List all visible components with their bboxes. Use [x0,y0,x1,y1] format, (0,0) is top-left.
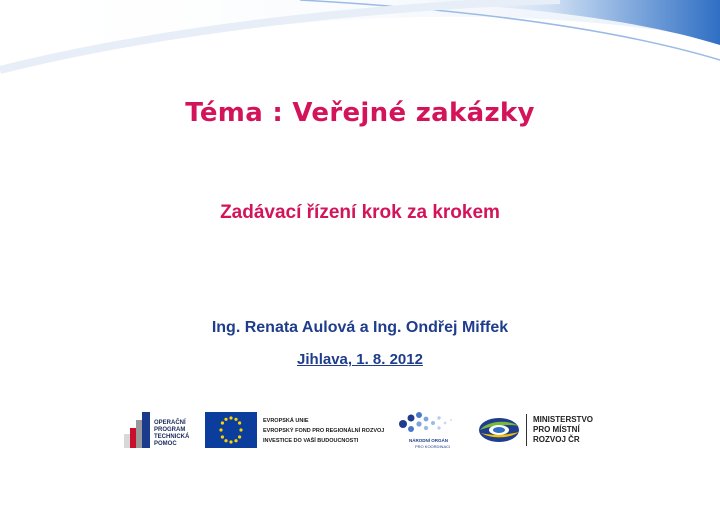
mmr-text [533,415,593,445]
authors: Ing. Renata Aulová a Ing. Ondřej Miffek [211,319,509,336]
optp-bars-icon [122,410,154,450]
optp-logo [122,410,198,450]
mmr-logo [477,413,607,447]
eu-logo [205,411,385,451]
eu-flag-icon [205,412,257,448]
slide-title: Téma : Veřejné zakázky [185,98,535,128]
narodni-organ-line-2: PRO KOORDINACI [415,444,451,449]
eu-line-1: EVROPSKÁ UNIE [263,418,309,424]
eu-line-3: INVESTICE DO VAŠÍ BUDOUCNOSTI [263,438,359,444]
mmr-emblem-icon [477,413,523,447]
eu-line-2: EVROPSKÝ FOND PRO REGIONÁLNÍ ROZVOJ [263,428,385,434]
mmr-line-1: MINISTERSTVO [533,415,594,424]
place-date: Jihlava, 1. 8. 2012 [297,351,423,368]
slide-subtitle: Zadávací řízení krok za krokem [220,202,500,223]
narodni-organ-logo [395,410,457,450]
mmr-line-2: PRO MÍSTNÍ [533,425,580,434]
optp-text: OPERAČNÍ PROGRAM TECHNICKÁ POMOC [154,420,190,447]
narodni-organ-line-1: NÁRODNÍ ORGÁN [409,438,448,443]
mmr-divider [526,414,527,446]
eu-text [263,416,384,446]
mmr-line-3: ROZVOJ ČR [533,435,580,444]
decorative-swoosh [0,0,720,110]
dots-icon [395,410,457,438]
